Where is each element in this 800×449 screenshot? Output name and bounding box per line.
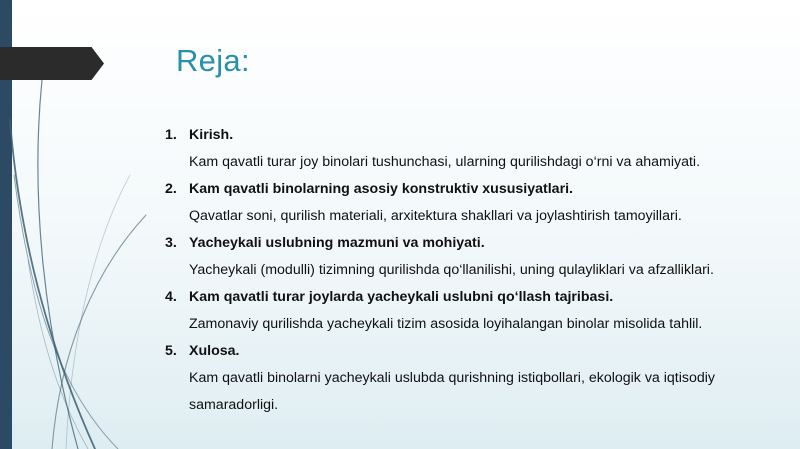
- item-description: Zamonaviy qurilishda yacheykali tizim asosida loyihalangan binolar misolida tahlil.: [189, 316, 703, 332]
- agenda-item: [165, 176, 765, 230]
- agenda-item: [165, 230, 765, 284]
- curve-line: [28, 260, 88, 449]
- curve-line: [38, 80, 78, 449]
- item-heading: Kirish.: [189, 127, 234, 143]
- agenda-item: [165, 284, 765, 338]
- item-heading: Xulosa.: [189, 343, 240, 359]
- item-description: Yacheykali (modulli) tizimning qurilishda qo‘llanilishi, uning qulayliklari va afzalliklari.: [189, 262, 714, 278]
- item-number: 5.: [165, 343, 177, 359]
- slide-title: Reja:: [176, 43, 250, 78]
- item-description: Kam qavatli binolarni yacheykali uslubda qurishning istiqbollari, ekologik va iqtisodiy samaradorligi.: [189, 370, 716, 413]
- curve-line: [14, 175, 118, 449]
- agenda-list: [165, 122, 765, 419]
- item-description: Kam qavatli turar joy binolari tushunchasi, ularning qurilishdagi o‘rni va ahamiyati.: [189, 154, 701, 170]
- agenda-item: [165, 122, 765, 176]
- item-heading: Kam qavatli binolarning asosiy konstruktiv xususiyatlari.: [189, 181, 573, 197]
- item-number: 2.: [165, 181, 177, 197]
- curve-line: [66, 175, 130, 449]
- item-number: 4.: [165, 289, 177, 305]
- item-description: Qavatlar soni, qurilish materiali, arxitektura shakllari va joylashtirish tamoyillari.: [189, 208, 682, 224]
- item-heading: Yacheykali uslubning mazmuni va mohiyati.: [189, 235, 485, 251]
- curve-line: [52, 215, 146, 449]
- curve-line: [10, 120, 95, 449]
- title-arrow-shape: [0, 47, 104, 80]
- item-number: 3.: [165, 235, 177, 251]
- item-number: 1.: [165, 127, 177, 143]
- item-heading: Kam qavatli turar joylarda yacheykali uslubni qo‘llash tajribasi.: [189, 289, 614, 305]
- agenda-item: [165, 338, 765, 419]
